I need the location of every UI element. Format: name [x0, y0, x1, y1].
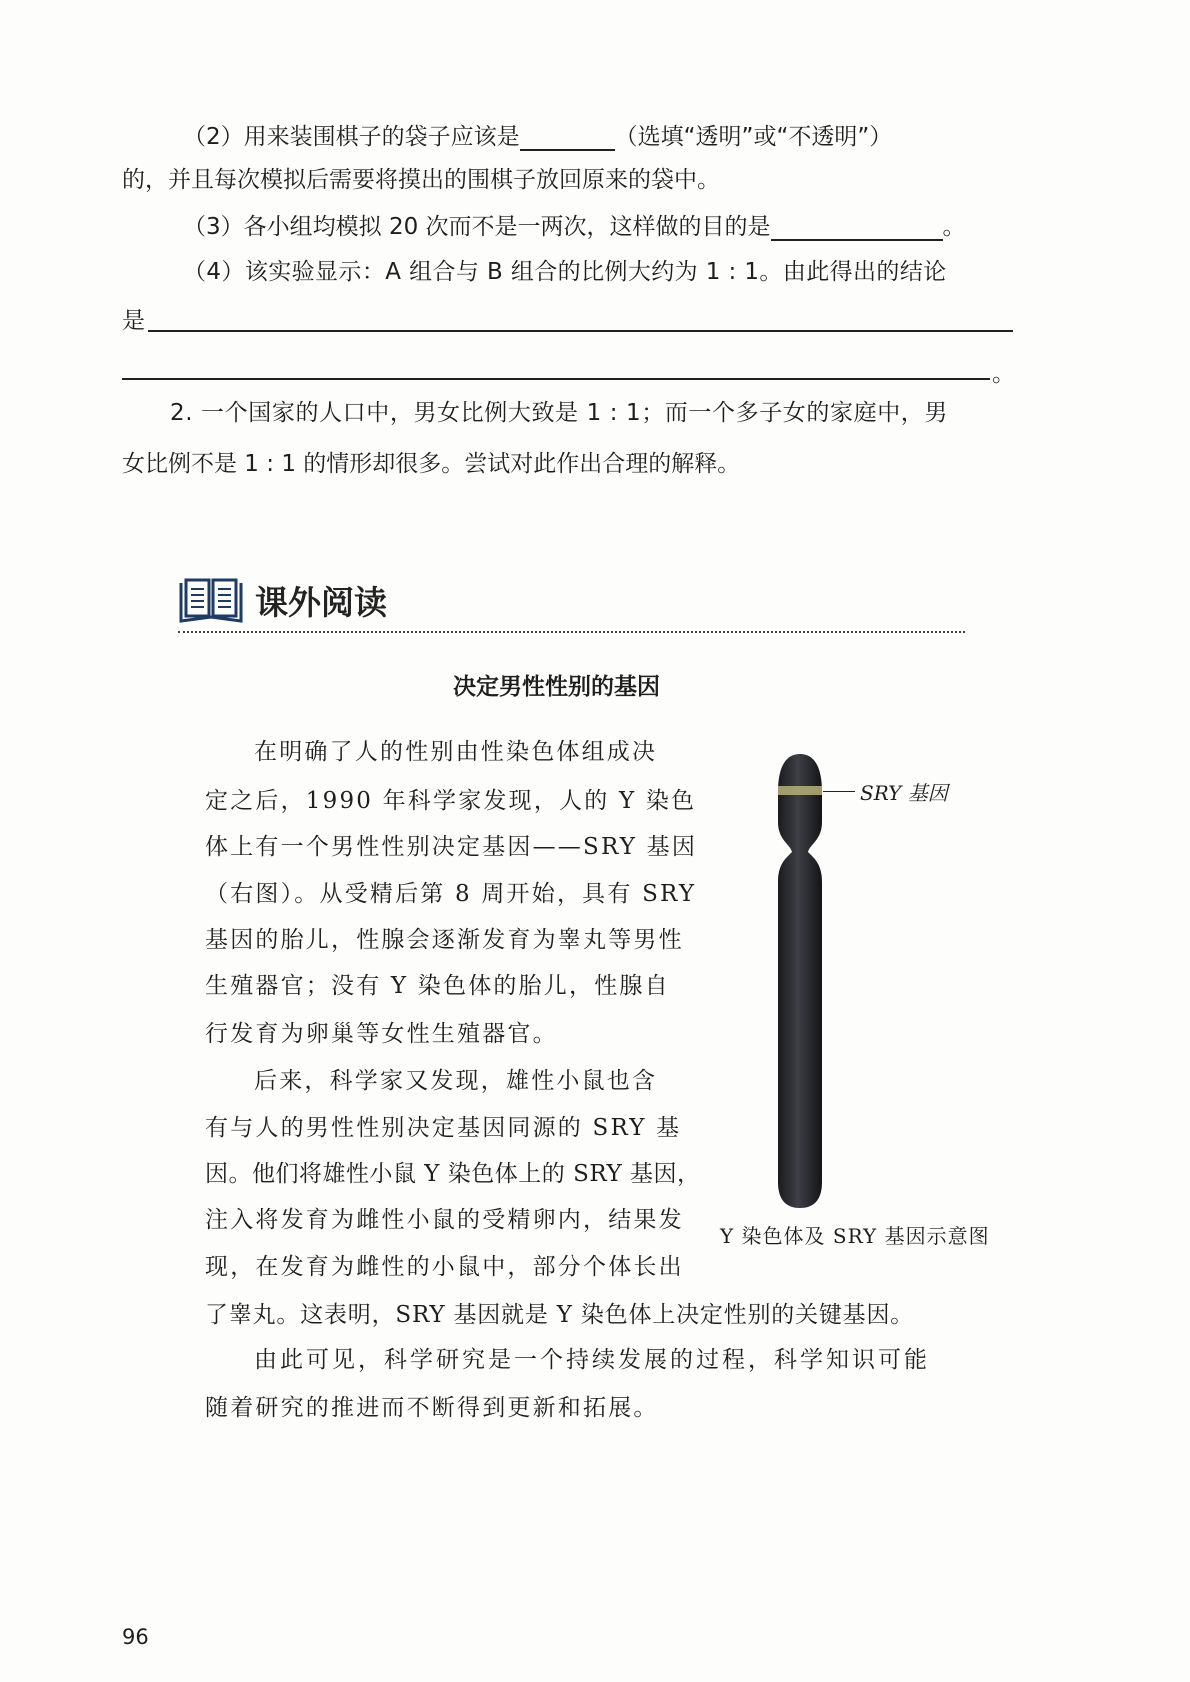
article-line: 在明确了人的性别由性染色体组成决	[254, 739, 658, 765]
q4-continuation: 是	[122, 308, 145, 334]
answer-blank[interactable]	[520, 127, 615, 151]
question-3-line	[183, 213, 966, 241]
period: 。	[992, 361, 1015, 387]
article-line: 因。他们将雄性小鼠 Y 染色体上的 SRY 基因，	[205, 1161, 701, 1187]
article-line: 定之后，1990 年科学家发现，人的 Y 染色	[205, 788, 697, 814]
answer-line[interactable]	[122, 378, 990, 380]
section-title: 课外阅读	[255, 583, 387, 622]
dotted-divider	[178, 631, 965, 633]
exercise-2-text: 2. 一个国家的人口中，男女比例大致是 1 : 1；而一个多子女的家庭中，男	[170, 400, 949, 426]
article-title: 决定男性性别的基因	[453, 674, 660, 700]
page-number: 96	[122, 1625, 149, 1649]
article-line: 基因的胎儿，性腺会逐渐发育为睾丸等男性	[205, 927, 684, 953]
article-line: 了睾丸。这表明，SRY 基因就是 Y 染色体上决定性别的关键基因。	[205, 1302, 915, 1328]
period: 。	[942, 214, 966, 240]
article-line: 有与人的男性性别决定基因同源的 SRY 基	[205, 1115, 682, 1141]
article-line: 由此可见，科学研究是一个持续发展的过程，科学知识可能	[254, 1347, 930, 1373]
article-line: （右图）。从受精后第 8 周开始，具有 SRY	[205, 881, 697, 907]
q2-hint: （选填“透明”或“不透明”）	[614, 124, 893, 150]
question-4-text: （4）该实验显示：A 组合与 B 组合的比例大约为 1 : 1。由此得出的结论	[183, 259, 947, 285]
book-icon	[178, 577, 244, 625]
article-line: 生殖器官；没有 Y 染色体的胎儿，性腺自	[205, 973, 670, 999]
article-line: 后来，科学家又发现，雄性小鼠也含	[254, 1068, 658, 1094]
article-line: 注入将发育为雌性小鼠的受精卵内，结果发	[205, 1207, 684, 1233]
article-line: 随着研究的推进而不断得到更新和拓展。	[205, 1395, 659, 1421]
article-line: 行发育为卵巢等女性生殖器官。	[205, 1021, 558, 1047]
figure-caption: Y 染色体及 SRY 基因示意图	[720, 1224, 990, 1248]
answer-blank[interactable]	[771, 217, 943, 241]
figure-label: SRY 基因	[860, 781, 948, 805]
exercise-2-continuation: 女比例不是 1 : 1 的情形却很多。尝试对此作出合理的解释。	[122, 451, 741, 477]
question-2-line	[183, 123, 892, 151]
answer-line[interactable]	[148, 330, 1013, 332]
q3-text: （3）各小组均模拟 20 次而不是一两次，这样做的目的是	[183, 214, 771, 240]
q2-continuation: 的，并且每次模拟后需要将摸出的围棋子放回原来的袋中。	[122, 167, 720, 193]
article-line: 现，在发育为雌性的小鼠中，部分个体长出	[205, 1254, 684, 1280]
q2-text: （2）用来装围棋子的袋子应该是	[183, 124, 520, 150]
article-line: 体上有一个男性性别决定基因——SRY 基因	[205, 834, 698, 860]
label-leader-line	[823, 791, 855, 792]
y-chromosome-figure	[770, 752, 830, 1212]
